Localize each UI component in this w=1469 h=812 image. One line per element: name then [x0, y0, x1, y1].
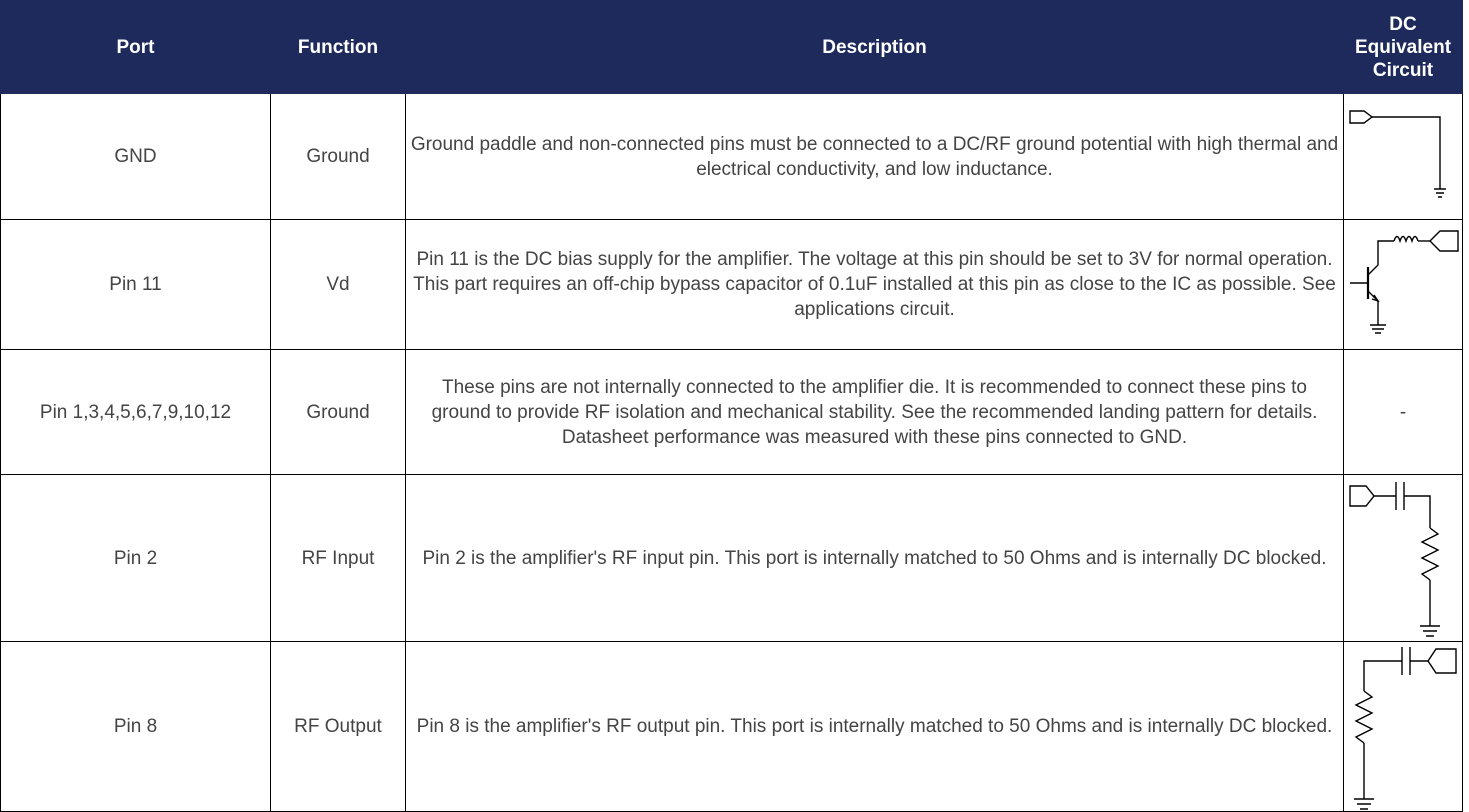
- header-circuit: DC Equivalent Circuit: [1344, 1, 1463, 94]
- table-row: [1, 350, 1463, 475]
- table-row: [1, 94, 1463, 220]
- description-cell: Pin 2 is the amplifier's RF input pin. This port is internally matched to 50 Ohms and is internally DC blocked.: [406, 475, 1344, 642]
- capacitor-resistor-input-icon: [1344, 476, 1462, 641]
- ground-symbol-icon: [1344, 109, 1462, 204]
- circuit-cell: [1344, 475, 1463, 642]
- description-cell: Pin 8 is the amplifier's RF output pin. This port is internally matched to 50 Ohms and is internally DC blocked.: [406, 642, 1344, 812]
- port-cell: Pin 11: [1, 220, 271, 350]
- port-cell: Pin 2: [1, 475, 271, 642]
- function-cell: RF Output: [271, 642, 406, 812]
- table-row: [1, 642, 1463, 812]
- function-cell: Ground: [271, 350, 406, 475]
- function-cell: RF Input: [271, 475, 406, 642]
- circuit-cell: [1344, 94, 1463, 220]
- table-row: [1, 220, 1463, 350]
- description-cell: Ground paddle and non-connected pins must be connected to a DC/RF ground potential with high thermal and electrical conductivity, and low inductance.: [406, 94, 1344, 220]
- header-port: Port: [1, 1, 271, 94]
- port-cell: GND: [1, 94, 271, 220]
- header-description: Description: [406, 1, 1344, 94]
- description-cell: Pin 11 is the DC bias supply for the amplifier. The voltage at this pin should be set to 3V for normal operation. This part requires an off-chip bypass capacitor of 0.1uF installed at this pin as close to the IC as possible. See applications circuit.: [406, 220, 1344, 350]
- circuit-cell: -: [1344, 350, 1463, 475]
- port-cell: Pin 1,3,4,5,6,7,9,10,12: [1, 350, 271, 475]
- function-cell: Ground: [271, 94, 406, 220]
- transistor-inductor-icon: [1344, 221, 1462, 349]
- port-cell: Pin 8: [1, 642, 271, 812]
- circuit-cell: [1344, 642, 1463, 812]
- circuit-cell: [1344, 220, 1463, 350]
- description-cell: These pins are not internally connected to the amplifier die. It is recommended to connect these pins to ground to provide RF isolation and mechanical stability. See the recommended landing pattern for details. Datasheet performance was measured with these pins connected to GND.: [406, 350, 1344, 475]
- table-header-row: [1, 1, 1463, 94]
- header-function: Function: [271, 1, 406, 94]
- function-cell: Vd: [271, 220, 406, 350]
- table-row: [1, 475, 1463, 642]
- capacitor-resistor-output-icon: [1344, 643, 1462, 811]
